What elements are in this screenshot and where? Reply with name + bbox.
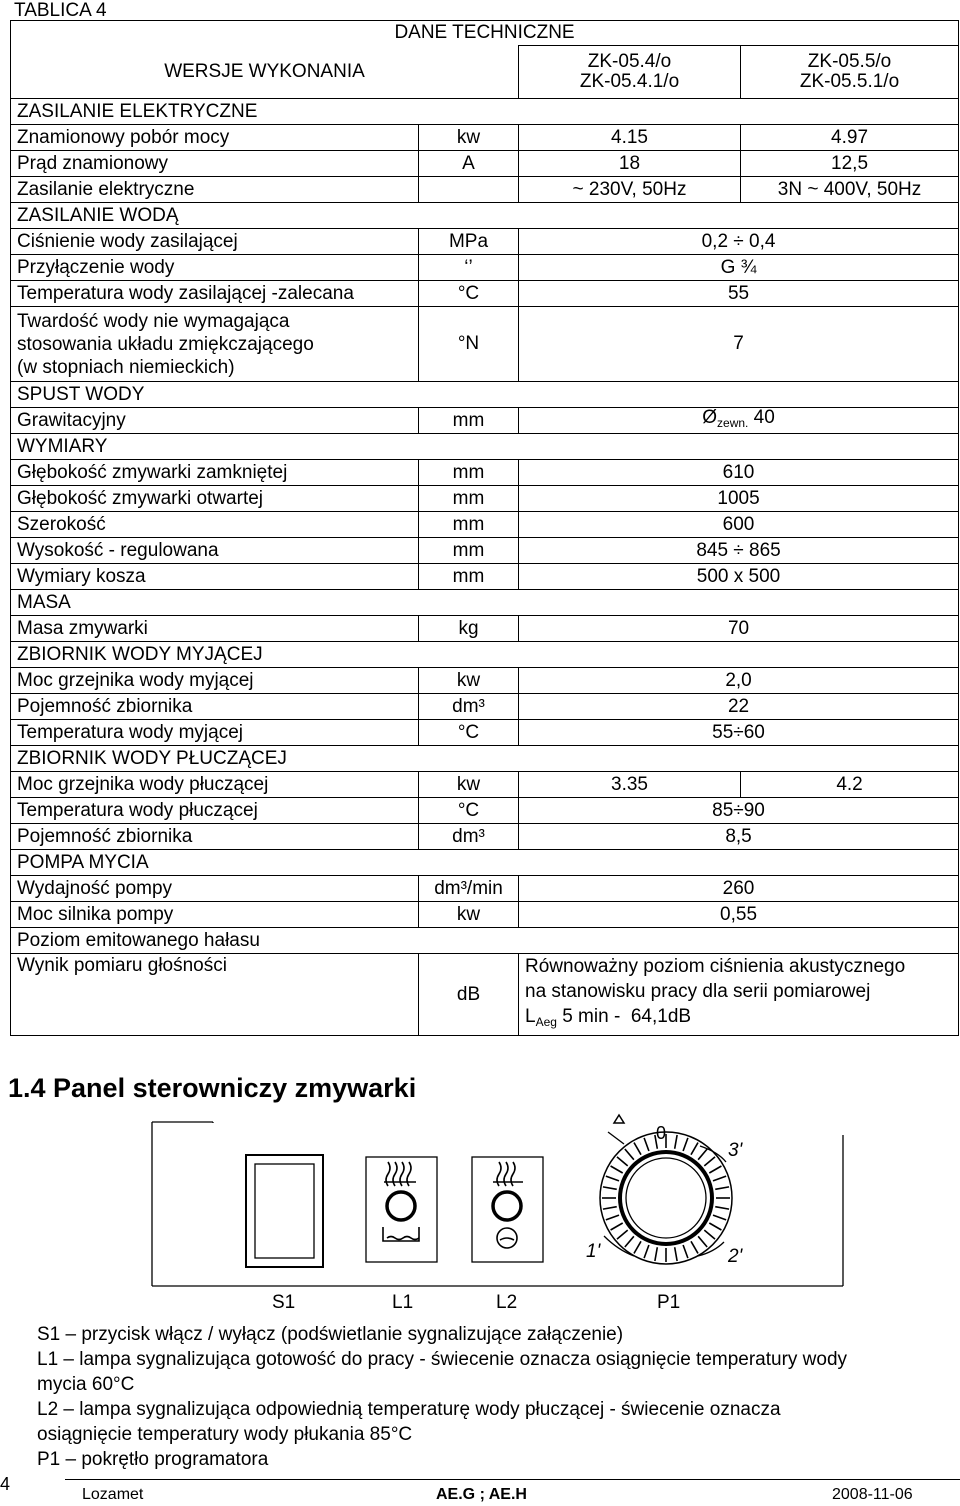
- table-row: [11, 824, 959, 850]
- noise-subscript: Aeg: [535, 1015, 557, 1029]
- row-value: 845 ÷ 865: [519, 538, 959, 564]
- diameter-subscript: zewn.: [717, 416, 749, 430]
- row-label: Wynik pomiaru głośności: [11, 954, 419, 1036]
- row-unit: kw: [419, 125, 519, 151]
- model-b: [741, 46, 959, 99]
- row-label: Przyłączenie wody: [11, 255, 419, 281]
- row-value-a: 18: [519, 151, 741, 177]
- technical-data-table: [10, 20, 959, 1036]
- knob-tick: [713, 1176, 726, 1181]
- row-label: Temperatura wody zasilającej -zalecana: [11, 281, 419, 307]
- row-value-a: 3.35: [519, 772, 741, 798]
- knob-inner-ring: [620, 1152, 712, 1244]
- knob-face: [626, 1158, 706, 1238]
- knob-tick: [606, 1215, 619, 1220]
- noise-value: 5 min - 64,1dB: [556, 1006, 692, 1027]
- row-label: Grawitacyjny: [11, 408, 419, 434]
- legend-l2: [37, 1397, 947, 1447]
- table-row: [11, 486, 959, 512]
- row-label: Temperatura wody myjącej: [11, 720, 419, 746]
- noise-line: Równoważny poziom ciśnienia akustycznego: [525, 956, 906, 977]
- section-row: [11, 99, 959, 125]
- row-label-line: Twardość wody nie wymagająca: [17, 310, 290, 332]
- row-unit: °C: [419, 281, 519, 307]
- dial-pointer-line: [608, 1132, 624, 1144]
- table-row: [11, 512, 959, 538]
- section-title: 1.4 Panel sterowniczy zmywarki: [8, 1073, 417, 1103]
- row-value: 70: [519, 616, 959, 642]
- knob-tick: [704, 1230, 715, 1239]
- model-b-line1: ZK-05.5/o: [807, 51, 892, 72]
- knob-tick: [698, 1149, 707, 1160]
- dial-mark-2: 2': [728, 1246, 743, 1267]
- table-row: [11, 281, 959, 307]
- row-label: Prąd znamionowy: [11, 151, 419, 177]
- table-caption: TABLICA 4: [14, 0, 107, 21]
- row-value: 22: [519, 694, 959, 720]
- row-value-b: 4.2: [741, 772, 959, 798]
- row-unit: ‘’: [419, 255, 519, 281]
- section-row: [11, 203, 959, 229]
- table-row: [11, 668, 959, 694]
- knob-tick: [634, 1143, 641, 1155]
- row-label: Pojemność zbiornika: [11, 824, 419, 850]
- row-label: Masa zmywarki: [11, 616, 419, 642]
- model-b-line2: ZK-05.5.1/o: [799, 71, 900, 92]
- knob-tick: [617, 1157, 628, 1166]
- row-label: Wydajność pompy: [11, 876, 419, 902]
- knob-tick: [675, 1247, 677, 1261]
- row-label: Zasilanie elektryczne: [11, 177, 419, 203]
- section-heading: ZBIORNIK WODY MYJĄCEJ: [11, 642, 959, 668]
- row-unit: kg: [419, 616, 519, 642]
- table-row: [11, 772, 959, 798]
- section-heading: ZASILANIE WODĄ: [11, 203, 959, 229]
- row-label: Głębokość zmywarki otwartej: [11, 486, 419, 512]
- row-unit: mm: [419, 512, 519, 538]
- legend-l2-line2: osiągnięcie temperatury wody płukania 85°C: [37, 1424, 413, 1445]
- knob-tick: [644, 1138, 649, 1151]
- row-unit: dm³/min: [419, 876, 519, 902]
- row-label: Moc grzejnika wody myjącej: [11, 668, 419, 694]
- row-unit: °C: [419, 798, 519, 824]
- row-unit: dm³: [419, 824, 519, 850]
- row-value: 85÷90: [519, 798, 959, 824]
- knob-tick: [709, 1223, 721, 1230]
- row-unit: dB: [419, 954, 519, 1036]
- table-row: [11, 460, 959, 486]
- row-value: [519, 408, 959, 434]
- row-value: 610: [519, 460, 959, 486]
- section-heading: MASA: [11, 590, 959, 616]
- section-heading: ZASILANIE ELEKTRYCZNE: [11, 99, 959, 125]
- section-row: [11, 642, 959, 668]
- section-row: [11, 590, 959, 616]
- noise-line: na stanowisku pracy dla serii pomiarowej: [525, 981, 871, 1002]
- noise-line: [525, 1004, 952, 1035]
- row-unit: mm: [419, 564, 519, 590]
- model-a-line2: ZK-05.4.1/o: [579, 71, 680, 92]
- row-label: Ciśnienie wody zasilającej: [11, 229, 419, 255]
- row-value-b: 12,5: [741, 151, 959, 177]
- knob-tick: [691, 1143, 698, 1155]
- dial-mark-1: 1': [586, 1241, 601, 1262]
- control-panel-diagram: [0, 1105, 960, 1295]
- section-heading: POMPA MYCIA: [11, 850, 959, 876]
- l1-label: L1: [392, 1292, 414, 1313]
- table-row: [11, 125, 959, 151]
- legend-p1: P1 – pokrętło programatora: [37, 1449, 269, 1470]
- page-number: 4: [0, 1474, 11, 1494]
- row-unit: °C: [419, 720, 519, 746]
- section-row: [11, 928, 959, 954]
- row-value: 8,5: [519, 824, 959, 850]
- row-unit: mm: [419, 408, 519, 434]
- p1-label: P1: [657, 1292, 681, 1313]
- table-versions-row: [11, 46, 959, 99]
- row-unit: MPa: [419, 229, 519, 255]
- row-unit: dm³: [419, 694, 519, 720]
- footer-rule: [65, 1479, 960, 1480]
- knob-tick: [655, 1247, 657, 1261]
- table-row: [11, 307, 959, 382]
- knob-tick: [704, 1157, 715, 1166]
- legend-l1-line2: mycia 60°C: [37, 1374, 135, 1395]
- row-label: Wysokość - regulowana: [11, 538, 419, 564]
- row-unit: mm: [419, 486, 519, 512]
- row-label-line: (w stopniach niemieckich): [17, 356, 235, 378]
- heat-waves-icon: [493, 1162, 523, 1186]
- section-row: [11, 746, 959, 772]
- model-a: [519, 46, 741, 99]
- row-value: G ¾: [519, 255, 959, 281]
- row-unit: kw: [419, 902, 519, 928]
- row-label: Znamionowy pobór mocy: [11, 125, 419, 151]
- table-row: [11, 876, 959, 902]
- table-row: [11, 902, 959, 928]
- knob-tick: [625, 1149, 634, 1160]
- p1-knob[interactable]: [586, 1115, 744, 1267]
- table-row: [11, 177, 959, 203]
- diameter-symbol: Ø: [702, 407, 718, 428]
- table-title-row: [11, 21, 959, 46]
- row-unit: mm: [419, 460, 519, 486]
- noise-symbol: L: [525, 1006, 536, 1027]
- model-a-line1: ZK-05.4/o: [587, 51, 672, 72]
- row-label: Wymiary kosza: [11, 564, 419, 590]
- table-row: [11, 229, 959, 255]
- wash-tank-icon: [383, 1227, 419, 1241]
- row-label: Moc grzejnika wody płuczącej: [11, 772, 419, 798]
- footer-company: Lozamet: [82, 1486, 144, 1503]
- footer-code: AE.G ; AE.H: [436, 1486, 527, 1503]
- row-unit: mm: [419, 538, 519, 564]
- row-label: Pojemność zbiornika: [11, 694, 419, 720]
- knob-tick: [617, 1230, 628, 1239]
- row-unit: °N: [419, 307, 519, 382]
- row-value-b: 3N ~ 400V, 50Hz: [741, 177, 959, 203]
- l2-lamp-circle: [493, 1192, 521, 1220]
- row-value-b: 4.97: [741, 125, 959, 151]
- table-row: [11, 538, 959, 564]
- table-row: [11, 255, 959, 281]
- table-row: [11, 151, 959, 177]
- row-label: Szerokość: [11, 512, 419, 538]
- dial-mark-3: 3': [728, 1140, 743, 1161]
- knob-tick: [715, 1187, 729, 1189]
- knob-tick: [713, 1215, 726, 1220]
- footer-date: 2008-11-06: [832, 1486, 913, 1503]
- s1-label: S1: [272, 1292, 296, 1313]
- row-unit: [419, 177, 519, 203]
- row-value: 600: [519, 512, 959, 538]
- section-heading: WYMIARY: [11, 434, 959, 460]
- table-row: [11, 798, 959, 824]
- knob-tick: [698, 1236, 707, 1247]
- knob-tick: [611, 1223, 623, 1230]
- versions-label: WERSJE WYKONANIA: [11, 46, 519, 99]
- row-label: [11, 307, 419, 382]
- s1-switch[interactable]: [246, 1155, 323, 1267]
- section-row: [11, 382, 959, 408]
- row-value-a: ~ 230V, 50Hz: [519, 177, 741, 203]
- row-unit: kw: [419, 668, 519, 694]
- table-title: DANE TECHNICZNE: [394, 22, 575, 43]
- row-value: 0,2 ÷ 0,4: [519, 229, 959, 255]
- rinse-tank-icon: [497, 1228, 517, 1248]
- row-value: 260: [519, 876, 959, 902]
- row-value: 0,55: [519, 902, 959, 928]
- section-heading: Poziom emitowanego hałasu: [11, 928, 959, 954]
- diameter-value: 40: [753, 407, 775, 428]
- l2-label: L2: [496, 1292, 518, 1313]
- knob-tick: [683, 1245, 688, 1258]
- row-label: Moc silnika pompy: [11, 902, 419, 928]
- knob-tick: [606, 1176, 619, 1181]
- knob-tick: [715, 1207, 729, 1209]
- l1-lamp: [366, 1157, 437, 1262]
- table-row: [11, 720, 959, 746]
- knob-tick: [611, 1166, 623, 1173]
- dial-mark-0: 0: [656, 1123, 667, 1143]
- row-unit: A: [419, 151, 519, 177]
- row-label-line: stosowania układu zmiękczającego: [17, 333, 314, 355]
- table-row: [11, 954, 959, 1036]
- row-value: 55: [519, 281, 959, 307]
- legend-l2-line1: L2 – lampa sygnalizująca odpowiednią temperaturę wody płuczącej - świecenie oznacza: [37, 1399, 781, 1420]
- table-row: [11, 616, 959, 642]
- row-value-a: 4.15: [519, 125, 741, 151]
- table-row: [11, 408, 959, 434]
- row-value: [519, 954, 959, 1036]
- legend-l1: [37, 1347, 947, 1397]
- section-row: [11, 850, 959, 876]
- row-value: 500 x 500: [519, 564, 959, 590]
- row-label: Głębokość zmywarki zamkniętej: [11, 460, 419, 486]
- row-label: Temperatura wody płuczącej: [11, 798, 419, 824]
- row-value: 2,0: [519, 668, 959, 694]
- knob-tick: [683, 1138, 688, 1151]
- knob-tick: [691, 1241, 698, 1253]
- knob-tick: [603, 1187, 617, 1189]
- row-value: 55÷60: [519, 720, 959, 746]
- section-heading: ZBIORNIK WODY PŁUCZĄCEJ: [11, 746, 959, 772]
- knob-tick: [603, 1207, 617, 1209]
- table-row: [11, 694, 959, 720]
- row-value: 1005: [519, 486, 959, 512]
- legend-s1: S1 – przycisk włącz / wyłącz (podświetlanie sygnalizujące załączenie): [37, 1324, 624, 1345]
- knob-tick: [675, 1135, 677, 1149]
- warning-icon: [614, 1115, 624, 1123]
- section-row: [11, 434, 959, 460]
- l2-lamp: [472, 1157, 543, 1262]
- row-value: 7: [519, 307, 959, 382]
- knob-tick: [625, 1236, 634, 1247]
- knob-tick: [709, 1166, 721, 1173]
- row-unit: kw: [419, 772, 519, 798]
- section-heading: SPUST WODY: [11, 382, 959, 408]
- knob-tick: [634, 1241, 641, 1253]
- knob-tick: [644, 1245, 649, 1258]
- legend-l1-line1: L1 – lampa sygnalizująca gotowość do pracy - świecenie oznacza osiągnięcie temperatury wody: [37, 1349, 848, 1370]
- table-row: [11, 564, 959, 590]
- l1-lamp-circle: [387, 1192, 415, 1220]
- heat-waves-icon: [384, 1162, 416, 1186]
